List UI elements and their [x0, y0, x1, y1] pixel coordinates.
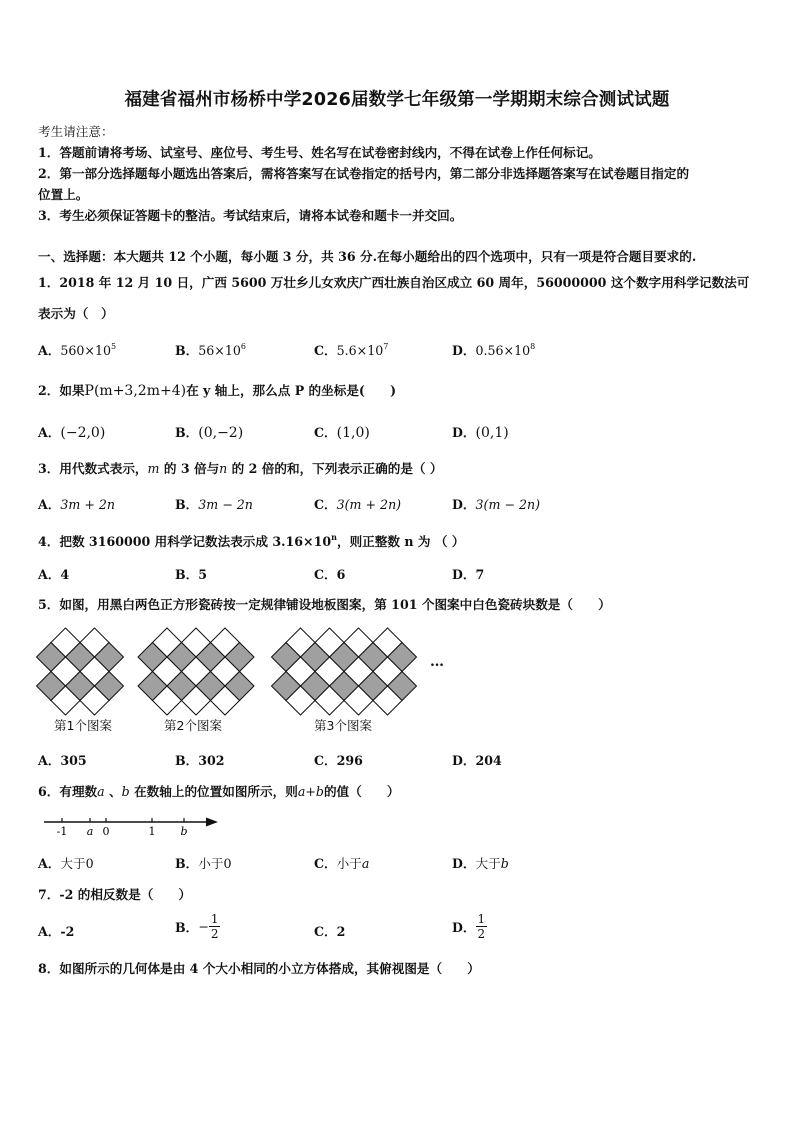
q5-option-b[interactable]: B．302: [175, 753, 225, 768]
q2-point: P(m+3,2m+4): [84, 383, 187, 399]
q5-stem: 5．如图，用黑白两色正方形瓷砖按一定规律铺设地板图案，第 101 个图案中白色瓷砖块数是（ ）: [38, 597, 611, 612]
q7-option-d[interactable]: D． $\frac{1}{2}$: [452, 912, 486, 941]
q1-stem: 1．2018 年 12 月 10 日，广西 5600 万壮乡儿女欢庆广西壮族自治区成立 60 周年，56000000 这个数字用科学记数法可: [38, 275, 750, 290]
axis-label-0: 0: [102, 825, 110, 838]
q3-option-c[interactable]: C．3(m + 2n): [314, 497, 402, 512]
axis-label-b: b: [180, 825, 188, 838]
q6-option-b[interactable]: B．小于0: [175, 856, 232, 871]
q4-option-d[interactable]: D．7: [452, 567, 485, 582]
notice-item-3: 3．考生必须保证答题卡的整洁。考试结束后，请将本试卷和题卡一并交回。: [38, 208, 463, 223]
q3-option-a[interactable]: A．3m + 2n: [38, 497, 116, 512]
q5-tile-figure: [0, 622, 794, 722]
q1-option-a[interactable]: A．$560\times 10^5$: [38, 342, 117, 358]
q5-option-a[interactable]: A．305: [38, 753, 87, 768]
notice-item-2: 2．第一部分选择题每小题选出答案后，需将答案写在试卷指定的括号内，第二部分非选择题答案写在试卷题目指定的: [38, 166, 690, 181]
q2-stem: 2．如果P(m+3,2m+4)在 y 轴上，那么点 P 的坐标是( ): [38, 383, 397, 399]
q4-stem: 4．把数 3160000 用科学记数法表示成 $3.16\times 10^n$，则正整数 n 为 （ ）: [38, 532, 465, 549]
notice-item-1: 1．答题前请将考场、试室号、座位号、考生号、姓名写在试卷密封线内，不得在试卷上作任何标记。: [38, 145, 601, 160]
page-title: 福建省福州市杨桥中学2026届数学七年级第一学期期末综合测试试题: [124, 90, 670, 110]
q5-option-d[interactable]: D．204: [452, 753, 502, 768]
number-line-arrow: [206, 818, 218, 827]
q3-option-d[interactable]: D．3(m − 2n): [452, 497, 540, 512]
q5-caption-1: 第1个图案: [54, 718, 112, 733]
notice-heading: 考生请注意：: [38, 124, 114, 139]
q6-option-a[interactable]: A．大于0: [38, 856, 94, 871]
q1-option-c[interactable]: C．$5.6\times 10^7$: [314, 342, 389, 358]
q4-option-a[interactable]: A．4: [38, 567, 70, 582]
q6-stem: 6．有理数a 、b 在数轴上的位置如图所示，则a+b的值（ ）: [38, 784, 400, 799]
q6-number-line: [38, 814, 238, 844]
q2-option-d[interactable]: D．(0,1): [452, 425, 509, 441]
q2-option-b[interactable]: B．(0,−2): [175, 425, 244, 441]
section-heading: 一、选择题：本大题共 12 个小题，每小题 3 分，共 36 分.在每小题给出的四个选项中，只有一项是符合题目要求的.: [38, 249, 697, 264]
axis-label-1: 1: [148, 825, 156, 838]
q1-option-b[interactable]: B．$56\times 10^6$: [175, 342, 246, 358]
axis-label-minus-1: -1: [56, 825, 68, 838]
q7-option-b[interactable]: B．− $\frac{1}{2}$: [175, 912, 219, 941]
q3-option-b[interactable]: B．3m − 2n: [175, 497, 253, 512]
q5-option-c[interactable]: C．296: [314, 753, 363, 768]
q8-stem: 8．如图所示的几何体是由 4 个大小相同的小立方体搭成，其俯视图是（ ）: [38, 961, 480, 976]
q1-option-d[interactable]: D．$0.56\times 10^8$: [452, 342, 536, 358]
q6-option-c[interactable]: C．小于a: [314, 856, 370, 871]
q7-stem: 7．-2 的相反数是（ ）: [38, 887, 192, 902]
q7-option-c[interactable]: C．2: [314, 924, 346, 939]
q4-option-c[interactable]: C．6: [314, 567, 346, 582]
q7-option-a[interactable]: A．-2: [38, 924, 75, 939]
q2-option-a[interactable]: A．(−2,0): [38, 425, 106, 441]
q1-stem-cont: 表示为（ ）: [38, 306, 114, 321]
q6-option-d[interactable]: D．大于b: [452, 856, 509, 871]
q2-option-c[interactable]: C．(1,0): [314, 425, 370, 441]
q3-stem: 3．用代数式表示，m 的 3 倍与n 的 2 倍的和，下列表示正确的是（ ）: [38, 461, 443, 476]
q5-caption-3: 第3个图案: [314, 718, 372, 733]
axis-label-a: a: [86, 825, 94, 838]
q4-option-b[interactable]: B．5: [175, 567, 208, 582]
q5-caption-2: 第2个图案: [164, 718, 222, 733]
notice-item-2-cont: 位置上。: [38, 187, 89, 202]
q5-ellipsis: …: [430, 654, 444, 670]
